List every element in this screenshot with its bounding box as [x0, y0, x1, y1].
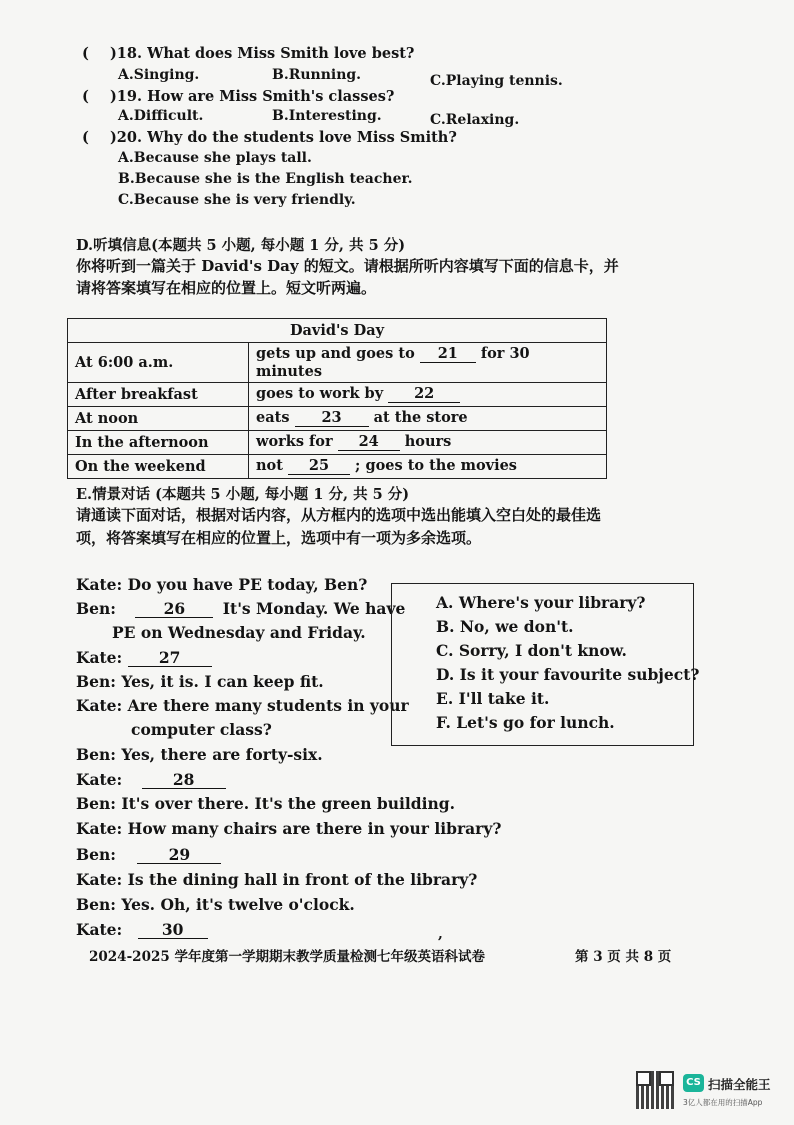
- blank-30[interactable]: 30: [138, 921, 208, 939]
- row-text: goes to work by: [256, 385, 384, 403]
- row-text: hours: [404, 433, 452, 451]
- question-stem: )18. What does Miss Smith love best?: [109, 45, 415, 62]
- row-label: At 6:00 a.m.: [68, 343, 249, 383]
- q19-option-c: C.Relaxing.: [430, 112, 520, 128]
- line-text: How many chairs are there in your library?: [127, 819, 502, 838]
- dialogue-line: [76, 745, 323, 764]
- dialogue-line: [76, 895, 355, 914]
- table-header: David's Day: [68, 319, 607, 343]
- part-d-instruction-1: 你将听到一篇关于 David's Day 的短文。请根据所听内容填写下面的信息卡，并: [76, 257, 619, 275]
- answer-paren: (: [82, 129, 89, 146]
- table-header-row: [68, 319, 607, 343]
- q20-option-b: B.Because she is the English teacher.: [118, 171, 413, 187]
- line-text: Do you have PE today, Ben?: [127, 575, 368, 594]
- qr-code-icon: [636, 1071, 674, 1109]
- dialogue-line: [76, 920, 208, 939]
- blank-26[interactable]: 26: [135, 600, 213, 618]
- table-row: [68, 454, 607, 478]
- speaker: Ben:: [76, 599, 116, 618]
- speaker: Kate:: [76, 696, 123, 715]
- q18-option-c: C.Playing tennis.: [430, 73, 563, 89]
- row-text: gets up and goes to: [256, 345, 415, 362]
- speaker: Ben:: [76, 672, 116, 691]
- camscanner-logo-icon: CS: [683, 1074, 704, 1092]
- dialogue-line: [76, 696, 409, 715]
- page-number: 第 3 页 共 8 页: [575, 949, 672, 965]
- row-text: works for: [256, 433, 333, 451]
- line-text: Yes. Oh, it's twelve o'clock.: [121, 895, 355, 914]
- q20-option-c: C.Because she is very friendly.: [118, 192, 356, 208]
- part-d-title: D.听填信息(本题共 5 小题, 每小题 1 分, 共 5 分): [76, 237, 406, 254]
- question-20: [82, 129, 457, 146]
- row-label: After breakfast: [68, 382, 249, 406]
- speaker: Ben:: [76, 895, 116, 914]
- question-stem: )20. Why do the students love Miss Smith?: [109, 129, 457, 146]
- speaker: Ben:: [76, 794, 116, 813]
- speaker: Kate:: [76, 920, 123, 939]
- blank-24[interactable]: 24: [338, 434, 400, 451]
- row-content: [249, 343, 607, 383]
- speaker: Kate:: [76, 770, 123, 789]
- speaker: Kate:: [76, 575, 123, 594]
- dialogue-line-continued: computer class?: [131, 720, 272, 739]
- dialogue-line: [76, 575, 367, 594]
- table-row: [68, 382, 607, 406]
- blank-21[interactable]: 21: [420, 346, 476, 363]
- option-f: F. Let's go for lunch.: [436, 713, 615, 732]
- row-label: In the afternoon: [68, 430, 249, 454]
- dialogue-line: [76, 870, 477, 889]
- line-text: Is the dining hall in front of the library?: [127, 870, 478, 889]
- table-row: [68, 406, 607, 430]
- row-content: [249, 430, 607, 454]
- option-b: B. No, we don't.: [436, 617, 574, 636]
- answer-paren: (: [82, 88, 89, 105]
- scanner-app-name: 扫描全能王: [708, 1077, 771, 1092]
- line-text: Are there many students in your: [127, 696, 409, 715]
- scanner-tagline: 3亿人都在用的扫描App: [683, 1098, 763, 1107]
- row-text: at the store: [373, 409, 468, 427]
- q18-option-a: A.Singing.: [118, 67, 200, 83]
- row-content: [249, 382, 607, 406]
- question-18: [82, 45, 414, 62]
- row-text: eats: [256, 409, 290, 427]
- part-e-instruction-2: 项，将答案填写在相应的位置上，选项中有一项为多余选项。: [76, 529, 482, 547]
- row-content: [249, 406, 607, 430]
- q19-option-a: A.Difficult.: [118, 108, 204, 124]
- part-d-instruction-2: 请将答案填写在相应的位置上。短文听两遍。: [76, 279, 377, 297]
- row-text: ; goes to the movies: [355, 457, 517, 475]
- row-text: not: [256, 457, 283, 475]
- line-text: It's over there. It's the green building.: [121, 794, 456, 813]
- dialogue-line: [76, 770, 226, 789]
- speaker: Ben:: [76, 745, 116, 764]
- answer-paren: (: [82, 45, 89, 62]
- option-e: E. I'll take it.: [436, 689, 550, 708]
- q18-option-b: B.Running.: [272, 67, 362, 83]
- table-row: [68, 343, 607, 383]
- option-d: D. Is it your favourite subject?: [436, 665, 700, 684]
- row-content: [249, 454, 607, 478]
- speaker: Kate:: [76, 648, 123, 667]
- stray-mark: ,: [438, 926, 443, 942]
- question-stem: )19. How are Miss Smith's classes?: [109, 88, 395, 105]
- part-e-instruction-1: 请通读下面对话，根据对话内容，从方框内的选项中选出能填入空白处的最佳选: [76, 506, 602, 524]
- exam-name: 2024-2025 学年度第一学期期末教学质量检测七年级英语科试卷: [89, 949, 485, 965]
- table-row: [68, 430, 607, 454]
- option-c: C. Sorry, I don't know.: [436, 641, 627, 660]
- dialogue-line: [76, 648, 212, 667]
- blank-28[interactable]: 28: [142, 771, 226, 789]
- dialogue-line: [76, 794, 455, 813]
- part-e-title: E.情景对话 (本题共 5 小题, 每小题 1 分, 共 5 分): [76, 486, 410, 503]
- blank-22[interactable]: 22: [388, 386, 460, 403]
- dialogue-line-continued: PE on Wednesday and Friday.: [112, 623, 366, 642]
- row-label: At noon: [68, 406, 249, 430]
- row-label: On the weekend: [68, 454, 249, 478]
- options-box: [391, 583, 700, 746]
- dialogue-line: [76, 672, 324, 691]
- speaker: Kate:: [76, 870, 123, 889]
- blank-25[interactable]: 25: [288, 458, 350, 475]
- option-a: A. Where's your library?: [436, 593, 646, 612]
- q20-option-a: A.Because she plays tall.: [118, 150, 312, 166]
- blank-23[interactable]: 23: [295, 410, 369, 427]
- dialogue-line: [76, 819, 501, 838]
- line-text: Yes, it is. I can keep fit.: [121, 672, 324, 691]
- dialogue-line: [76, 845, 221, 864]
- dialogue-line: [76, 599, 405, 618]
- line-text: It's Monday. We have: [222, 599, 406, 618]
- row-text: for 30 minutes: [256, 345, 530, 380]
- question-19: [82, 88, 394, 105]
- blank-29[interactable]: 29: [137, 846, 221, 864]
- blank-27[interactable]: 27: [128, 649, 212, 667]
- line-text: Yes, there are forty-six.: [121, 745, 323, 764]
- david-info-table: [67, 318, 607, 479]
- q19-option-b: B.Interesting.: [272, 108, 382, 124]
- speaker: Kate:: [76, 819, 123, 838]
- speaker: Ben:: [76, 845, 116, 864]
